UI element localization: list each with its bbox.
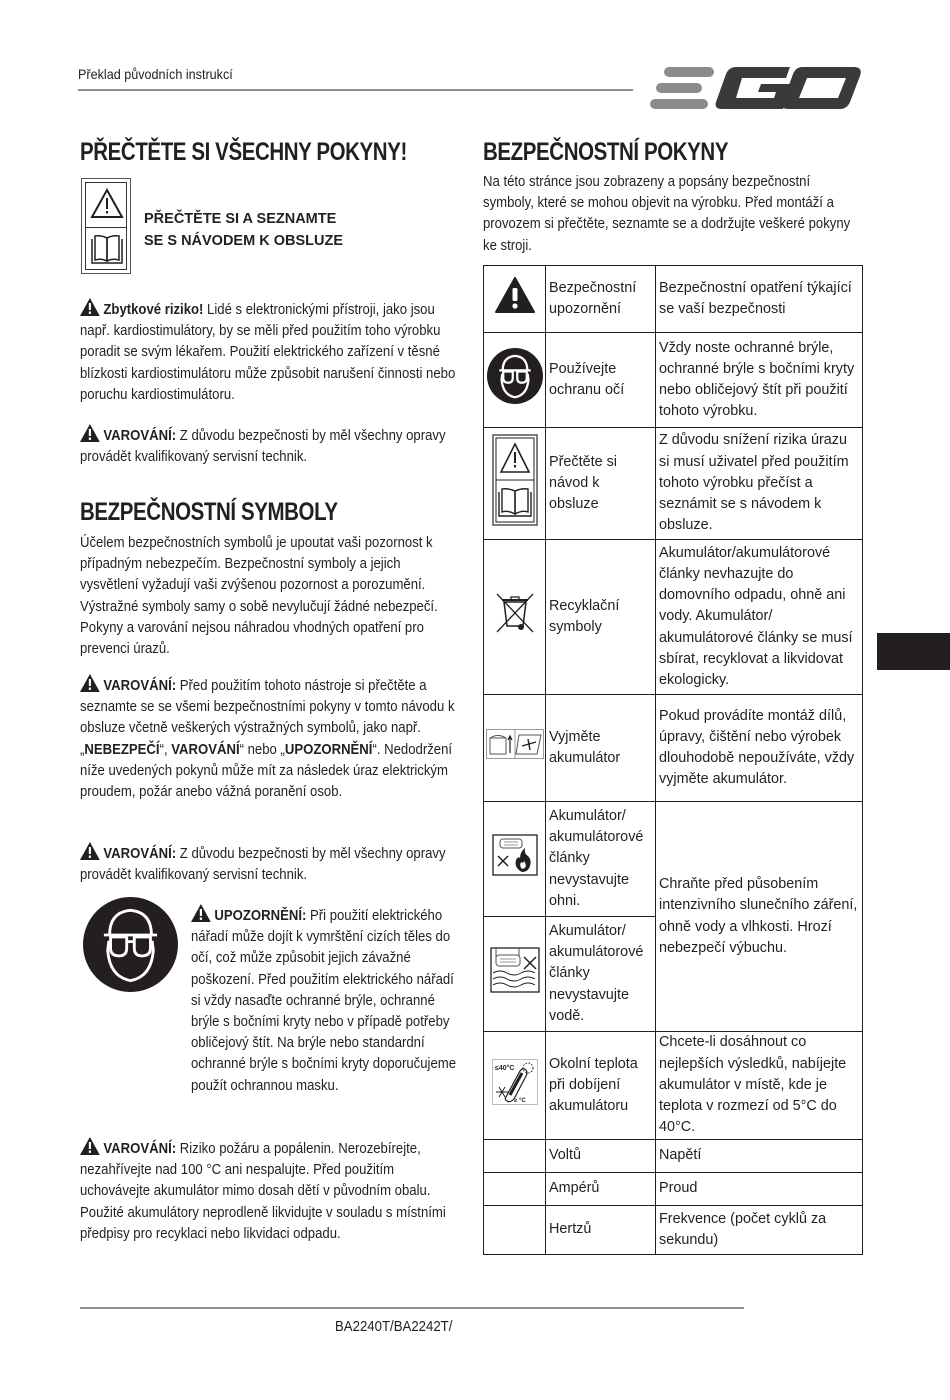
warning-text: Z důvodu bezpečnosti by měl všechny opravy provádět kvalifikovaný servisní technik. <box>80 428 446 466</box>
table-row <box>484 1173 863 1206</box>
keyword-danger: NEBEZPEČÍ <box>84 741 160 758</box>
eye-protection-icon <box>487 348 543 404</box>
residual-risk-label: Zbytkové riziko! <box>103 302 204 318</box>
table-row <box>484 695 863 802</box>
logo-letter-o <box>782 67 861 109</box>
read-manual-icon <box>81 178 131 274</box>
keyword-warning: VAROVÁNÍ <box>171 741 240 758</box>
read-manual-icon <box>492 434 538 526</box>
read-manual-line1: PŘEČTĚTE SI A SEZNAMTE <box>144 211 337 227</box>
symbol-cell <box>484 695 546 802</box>
temperature-min-text: ≥ °C <box>513 1097 526 1104</box>
warning-text: Riziko požáru a popálenin. Nerozebírejte, nezahřívejte nad 100 °C ani nespalujte. Před použitím uchovávejte akumulátor mimo dosah dětí v původním obalu. Použité akumulátory neprodleně likvidujte v souladu s místními předpisy pro recyklaci nebo likvidaci odpadu. <box>80 1141 446 1242</box>
footer-model: BA2240T/BA2242T/ <box>335 1318 453 1335</box>
warning-text-a: Před použitím tohoto nástroje si přečtěte a seznamte se se všemi bezpečnostními pokyny v tomto návodu k obsluze včetně veškerých výstražných symbolů, jako např. „ <box>80 678 455 758</box>
caution-paragraph <box>191 904 457 1097</box>
caution-label: UPOZORNĚNÍ: <box>214 908 307 924</box>
warning-text-c: “ nebo „ <box>239 741 285 758</box>
warning-text-b: “, <box>159 741 172 758</box>
header-rule <box>78 89 633 91</box>
symbol-description: Bezpečnostní opatření týkající se vaší bezpečnosti <box>656 266 863 333</box>
read-manual-text <box>144 208 343 252</box>
safety-symbols-intro: Účelem bezpečnostních symbolů je upoutat vaši pozornost k případným nebezpečím. Bezpečnostní symboly a jejich vysvětlení vyžadují vaši zvýšenou pozornost a porozumění. Výstražné symboly samy o sobě nevylučují žádné nebezpečí. Pokyny a varování nejsou náhradou vhodných opatření pro prevenci úrazů. <box>80 535 438 658</box>
caution-text: Při použití elektrického nářadí může dojít k vymrštění cizích těles do očí, což může způsobit jejich závažné poškození. Před použitím elektrického nářadí si vždy nasaďte ochranné brýle, ochranné brýle s bočními kryty nebo v případě potřeby obličejový štít. Na brýle nebo standardní ochranné brýle s bočními kryty doporučujeme použít ochrannou masku. <box>191 908 457 1094</box>
ego-logo <box>650 64 862 112</box>
table-row <box>484 1140 863 1173</box>
logo-bar-mid <box>656 83 702 93</box>
symbol-description: Proud <box>656 1173 863 1206</box>
eye-protection-icon <box>83 897 178 992</box>
symbol-description: Pokud provádíte montáž dílů, úpravy, čištění nebo výrobek dlouhodobě nepoužíváte, vždy vyjměte akumulátor. <box>656 695 863 802</box>
symbol-description: Vždy noste ochranné brýle, ochranné brýle s bočními kryty nebo obličejový štít při použití tohoto výrobku. <box>656 333 863 428</box>
safety-instructions-intro: Na této stránce jsou zobrazeny a popsány bezpečnostní symboly, které se mohou objevit na výrobku. Před montáží a provozem si přečtěte, seznamte se a dodržujte veškeré pokyny ke stroji. <box>483 174 851 254</box>
symbol-label: Okolní teplota při dobíjení akumulátoru <box>546 1032 656 1140</box>
no-water-icon <box>490 947 540 993</box>
symbol-label: Přečtěte si návod k obsluze <box>546 428 656 540</box>
warning-icon <box>80 674 100 692</box>
warning-paragraph-3 <box>80 842 458 886</box>
symbol-description: Z důvodu snížení rizika úrazu si musí uživatel před použitím tohoto výrobku přečíst a seznámit se s návodem k obsluze. <box>656 428 863 540</box>
warning-paragraph-4 <box>80 1137 462 1245</box>
symbol-description: Chcete-li dosáhnout co nejlepších výsledků, nabíjejte akumulátor v místě, kde je teplota v rozmezí od 5°C do 40°C. <box>656 1032 863 1140</box>
residual-risk-paragraph <box>80 298 458 406</box>
header-subtitle: Překlad původních instrukcí <box>78 66 233 82</box>
table-row <box>484 266 863 333</box>
symbol-label: Bezpečnostní upozornění <box>546 266 656 333</box>
warning-icon <box>80 298 100 316</box>
safety-symbols-title: BEZPEČNOSTNÍ SYMBOLY <box>80 498 338 526</box>
warning-icon <box>80 1137 100 1155</box>
table-row <box>484 333 863 428</box>
symbol-cell <box>484 266 546 333</box>
table-row <box>484 540 863 695</box>
warning-label: VAROVÁNÍ: <box>103 846 177 862</box>
logo-letter-g <box>716 67 791 109</box>
symbol-cell <box>484 540 546 695</box>
symbol-cell <box>484 1032 546 1140</box>
warning-icon <box>191 904 211 922</box>
table-row <box>484 1206 863 1255</box>
symbol-description: Akumulátor/akumulátorové články nevhazujte do domovního odpadu, ohně ani vody. Akumulátor/ akumulátorové články se musí sbírat, recyklovat a likvidovat ekologicky. <box>656 540 863 695</box>
symbol-cell <box>484 917 546 1032</box>
symbol-label: Používejte ochranu očí <box>546 333 656 428</box>
warning-text-d: “. Nedodržení níže uvedených pokynů může mít za následek úraz elektrickým proudem, požár anebo vážná poranění osob. <box>80 741 453 801</box>
crossed-bin-icon <box>495 592 535 634</box>
symbol-label: Akumulátor/ akumulátorové články nevystavujte vodě. <box>546 917 656 1032</box>
no-fire-icon <box>492 834 538 876</box>
symbol-description: Napětí <box>656 1140 863 1173</box>
symbol-description: Chraňte před působením intenzivního slunečního záření, ohně vody a vlhkosti. Hrozí nebezpečí výbuchu. <box>656 802 863 1032</box>
symbol-cell <box>484 1140 546 1173</box>
temperature-icon <box>492 1059 538 1105</box>
symbol-label: Ampérů <box>546 1173 656 1206</box>
symbol-cell <box>484 333 546 428</box>
warning-icon <box>80 424 100 442</box>
warning-outline-icon <box>90 187 124 221</box>
symbol-cell <box>484 1173 546 1206</box>
symbol-cell <box>484 1206 546 1255</box>
warning-label: VAROVÁNÍ: <box>103 1141 177 1157</box>
safety-symbols-table <box>483 265 863 1255</box>
warning-text: Z důvodu bezpečnosti by měl všechny opravy provádět kvalifikovaný servisní technik. <box>80 846 446 884</box>
read-manual-line2: SE S NÁVODEM K OBSLUZE <box>144 233 343 249</box>
warning-label: VAROVÁNÍ: <box>103 428 177 444</box>
safety-instructions-title: BEZPEČNOSTNÍ POKYNY <box>483 138 729 166</box>
symbol-label: Vyjměte akumulátor <box>546 695 656 802</box>
read-all-title: PŘEČTĚTE SI VŠECHNY POKYNY! <box>80 138 407 166</box>
footer-rule <box>80 1307 744 1309</box>
keyword-caution: UPOZORNĚNÍ <box>284 741 373 758</box>
warning-triangle-icon <box>495 277 535 313</box>
logo-bar-top <box>664 67 714 77</box>
symbol-label: Hertzů <box>546 1206 656 1255</box>
warning-paragraph-1 <box>80 424 458 468</box>
warning-label: VAROVÁNÍ: <box>103 678 177 694</box>
symbol-description: Frekvence (počet cyklů za sekundu) <box>656 1206 863 1255</box>
section-tab-marker <box>877 633 950 670</box>
symbol-label: Recyklační symboly <box>546 540 656 695</box>
logo-bar-bottom <box>650 99 708 109</box>
symbol-label: Akumulátor/ akumulátorové články nevystavujte ohni. <box>546 802 656 917</box>
table-row <box>484 802 863 917</box>
residual-risk-text: Lidé s elektronickými přístroji, jako jsou např. kardiostimulátory, by se měli před použitím toho výrobku poradit se svým lékařem. Použití elektrického zařízení v těsné blízkosti kardiostimulátoru může způsobit narušení činnosti nebo poruchu kardiostimulátoru. <box>80 302 456 403</box>
table-row <box>484 428 863 540</box>
table-row <box>484 1032 863 1140</box>
book-icon <box>88 233 126 267</box>
remove-battery-icon <box>486 729 544 759</box>
warning-icon <box>80 842 100 860</box>
symbol-cell <box>484 428 546 540</box>
temperature-max-text: ≤40°C <box>494 1064 514 1072</box>
symbol-label: Voltů <box>546 1140 656 1173</box>
symbol-cell <box>484 802 546 917</box>
warning-paragraph-2 <box>80 674 462 803</box>
